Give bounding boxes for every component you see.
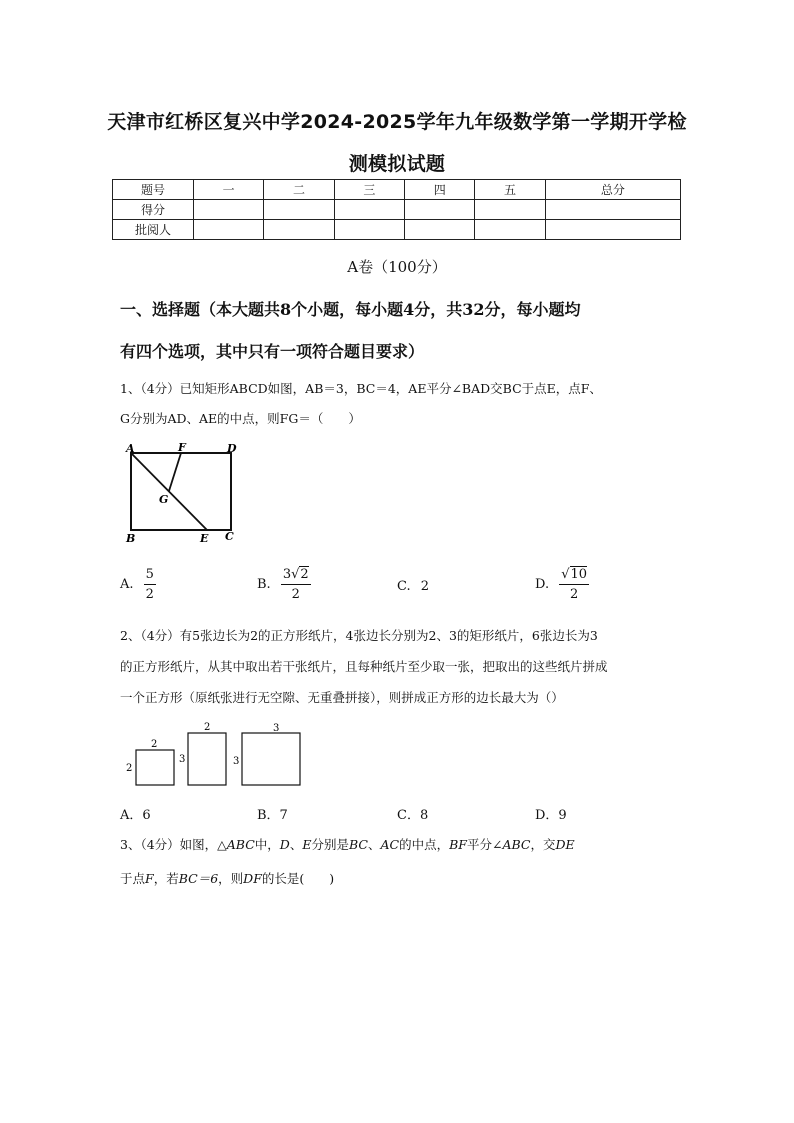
square-2-left-label: 2	[126, 763, 133, 774]
label-a: A	[126, 442, 135, 455]
q3-text: ，若	[153, 871, 179, 886]
q3-text: 的中点，	[399, 837, 450, 852]
option-a-denominator: 2	[144, 584, 156, 602]
section-heading-continued: 有四个选项，其中只有一项符合题目要求）	[120, 342, 425, 361]
square-3-left-label: 3	[233, 756, 240, 767]
q3-text: 平分	[466, 837, 492, 852]
q3-condition: BC＝6	[178, 871, 219, 886]
q3-text: 分别是	[311, 837, 349, 852]
label-c: C	[225, 530, 234, 543]
page-title: 天津市红桥区复兴中学2024-2025学年九年级数学第一学期开学检	[107, 111, 687, 133]
score-row	[113, 200, 681, 220]
score-cell	[334, 200, 404, 220]
score-table-header-row	[113, 180, 681, 200]
q3-text: 中，	[254, 837, 280, 852]
reviewer-row	[113, 220, 681, 240]
reviewer-row-label: 批阅人	[113, 220, 194, 240]
q3-text: ，交	[530, 837, 556, 852]
label-e: E	[200, 532, 209, 545]
option-d[interactable]	[535, 567, 589, 602]
option-c[interactable]	[397, 579, 429, 594]
option-a[interactable]	[120, 567, 156, 602]
option-b-coefficient: 3	[282, 567, 292, 582]
score-header-cell: 五	[475, 180, 545, 200]
score-header-cell: 题号	[113, 180, 194, 200]
option-c-label: C.	[397, 579, 411, 594]
question-1-text: 1、（4分）已知矩形ABCD如图，AB＝3，BC＝4，AE平分∠BAD交BC于点E，点F、	[120, 381, 602, 396]
score-table	[112, 179, 681, 240]
q3-point-d: D	[279, 837, 290, 852]
label-f: F	[178, 441, 186, 454]
label-d: D	[227, 442, 237, 455]
option-c-value: 2	[420, 579, 430, 594]
option-a-label: A.	[120, 577, 134, 592]
square-side-2	[136, 750, 174, 785]
segment-ae	[131, 453, 207, 530]
score-cell	[405, 200, 475, 220]
rectangle-2-by-3	[188, 733, 226, 785]
q3-angle: ∠ABC	[491, 837, 531, 852]
rectangle-left-label: 3	[179, 754, 186, 765]
q3-point-f: F	[145, 871, 154, 886]
q3-text: 的长是( )	[261, 871, 335, 886]
q2-option-b[interactable]: B．7	[257, 808, 288, 823]
option-b-radicand: 2	[300, 567, 309, 582]
paper-part-heading: A卷（100分）	[347, 258, 447, 276]
reviewer-cell	[475, 220, 545, 240]
option-b-label: B.	[257, 577, 271, 592]
q2-option-a[interactable]: A．6	[120, 808, 151, 823]
label-b: B	[126, 532, 136, 545]
reviewer-cell	[545, 220, 680, 240]
segment-fg	[169, 453, 181, 491]
option-d-radicand: 10	[570, 567, 588, 582]
score-cell	[475, 200, 545, 220]
q3-prefix: 3、（4分）如图，	[120, 837, 218, 852]
q2-option-d[interactable]: D．9	[535, 808, 567, 823]
section-heading: 一、选择题（本大题共8个小题，每小题4分，共32分，每小题均	[120, 300, 581, 319]
option-a-numerator: 5	[145, 567, 154, 582]
square-3-top-label: 3	[273, 723, 280, 734]
score-header-cell: 二	[264, 180, 334, 200]
reviewer-cell	[194, 220, 264, 240]
score-header-cell: 三	[334, 180, 404, 200]
q3-segment-bc: BC	[348, 837, 368, 852]
q3-text: 、	[367, 837, 381, 852]
reviewer-cell	[405, 220, 475, 240]
option-b-numerator: 3√2	[282, 567, 309, 582]
question-1-figure	[120, 440, 250, 546]
q3-segment-de: DE	[555, 837, 575, 852]
q3-text: ，则	[218, 871, 244, 886]
q3-segment-df: DF	[243, 871, 262, 886]
q3-triangle: △ABC	[217, 837, 255, 852]
label-g: G	[159, 493, 169, 506]
score-header-cell: 四	[405, 180, 475, 200]
q3-segment-ac: AC	[380, 837, 400, 852]
option-d-label: D.	[535, 577, 550, 592]
q3-text: 于点	[120, 871, 146, 886]
option-b[interactable]	[257, 567, 311, 602]
q3-segment-bf: BF	[449, 837, 467, 852]
option-b-denominator: 2	[281, 584, 311, 602]
rectangle-top-label: 2	[204, 722, 211, 733]
score-header-cell: 一	[194, 180, 264, 200]
score-header-cell: 总分	[545, 180, 680, 200]
question-2-text-continued: 的正方形纸片，从其中取出若干张纸片，且每种纸片至少取一张，把取出的这些纸片拼成	[120, 659, 608, 674]
q3-text: 、	[289, 837, 303, 852]
option-d-fraction	[559, 567, 589, 602]
square-side-3	[242, 733, 300, 785]
question-3-text-continued	[120, 869, 334, 887]
question-2-text-continued-2: 一个正方形（原纸张进行无空隙、无重叠拼接），则拼成正方形的边长最大为（）	[120, 690, 564, 705]
q2-option-c[interactable]: C．8	[397, 808, 429, 823]
question-3-text	[120, 835, 575, 853]
option-d-numerator: √10	[561, 567, 588, 582]
score-cell	[264, 200, 334, 220]
page-title-continued: 测模拟试题	[348, 153, 446, 175]
option-b-fraction	[281, 567, 311, 602]
question-2-figure	[120, 718, 310, 790]
reviewer-cell	[334, 220, 404, 240]
question-2-text: 2、（4分）有5张边长为2的正方形纸片，4张边长分别为2、3的矩形纸片，6张边长为3	[120, 628, 598, 643]
score-row-label: 得分	[113, 200, 194, 220]
question-1-text-continued: G分别为AD、AE的中点，则FG＝（ ）	[120, 411, 361, 426]
score-cell	[194, 200, 264, 220]
square-2-top-label: 2	[151, 739, 158, 750]
reviewer-cell	[264, 220, 334, 240]
rectangle-abcd	[131, 453, 231, 530]
option-d-denominator: 2	[559, 584, 589, 602]
score-cell	[545, 200, 680, 220]
option-a-fraction	[144, 567, 156, 602]
q3-point-e: E	[302, 837, 312, 852]
